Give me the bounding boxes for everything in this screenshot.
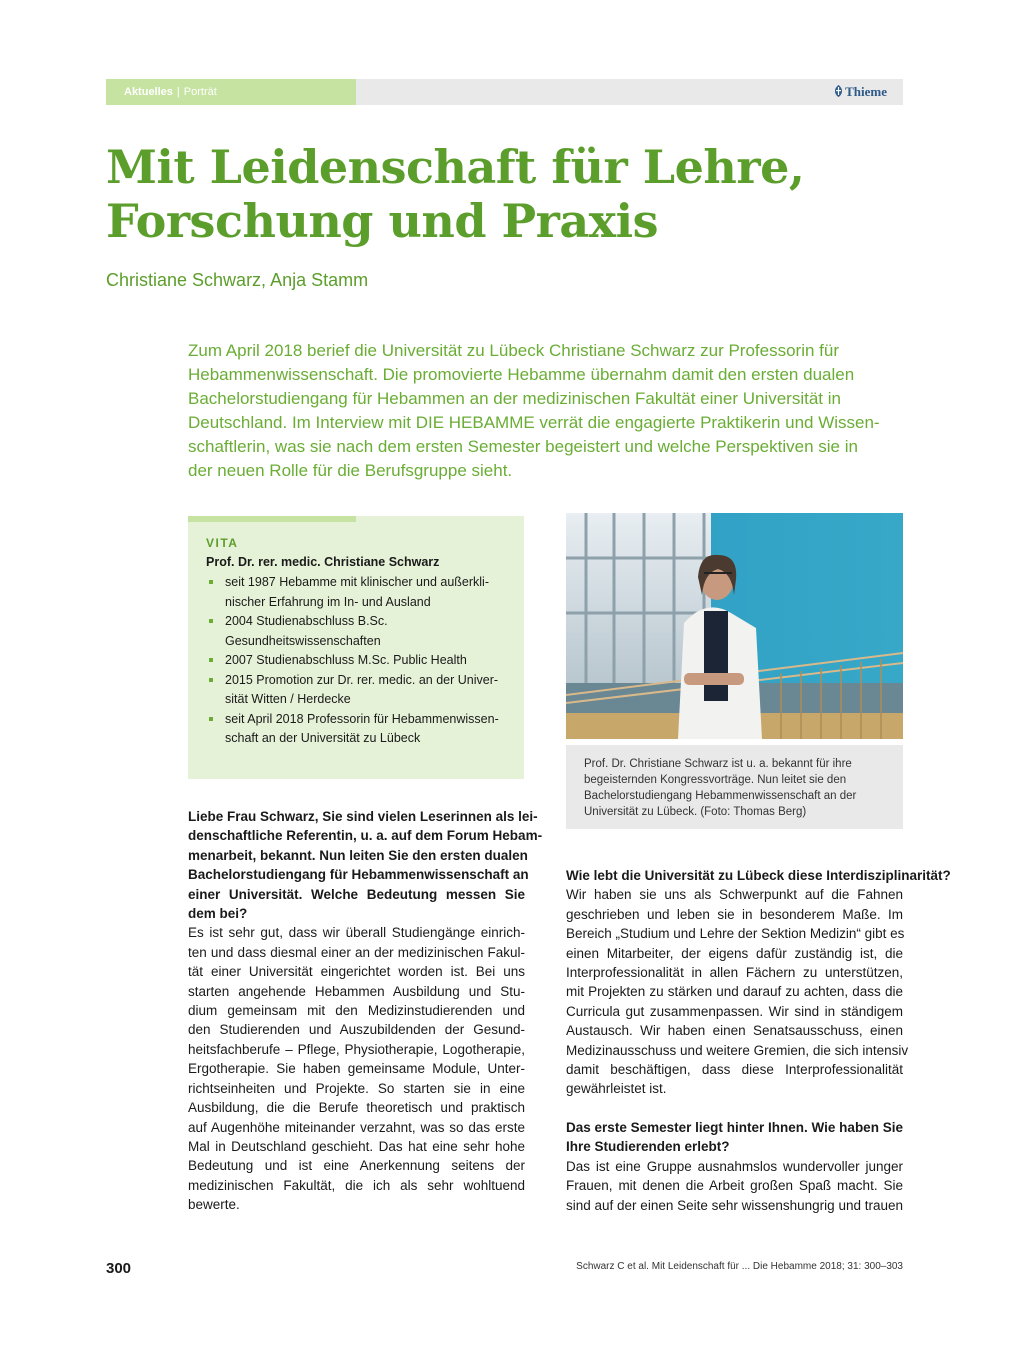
section-label: Aktuelles	[124, 86, 173, 98]
bullet-icon	[209, 678, 213, 682]
title-line: Forschung und Praxis	[106, 194, 658, 248]
vita-item: seit April 2018 Professorin für Hebammenwissen- schaft an der Universität zu Lübeck	[206, 710, 516, 749]
article-title	[106, 140, 906, 248]
portrait-photo-image	[566, 513, 903, 739]
vita-name: Prof. Dr. rer. medic. Christiane Schwarz	[206, 555, 440, 569]
interview-question: Liebe Frau Schwarz, Sie sind vielen Leserinnen als lei- denschaftliche Referentin, u. a. auf dem Forum Hebam- menarbeit, bekannt. Nun leiten Sie den ersten dualen Bachelorstudiengang für Hebammenwissenschaft an einer Universität. Welche Bedeutung messen Sie dem bei?	[188, 809, 543, 922]
paragraph-gap	[566, 1099, 903, 1118]
portrait-photo	[566, 513, 903, 739]
vita-item: 2004 Studienabschluss B.Sc. Gesundheitswissenschaften	[206, 612, 516, 651]
section-header-bar	[106, 79, 903, 105]
page-number: 300	[106, 1260, 132, 1277]
article-column-right	[566, 866, 951, 1215]
lead-line: Bachelorstudiengang für Hebammen an der medizinischen Fakultät einer Universität in	[188, 389, 841, 408]
interview-question: Das erste Semester liegt hinter Ihnen. Wie haben Sie Ihre Studierenden erlebt?	[566, 1119, 903, 1155]
interview-answer: Wir haben sie uns als Schwerpunkt auf die Fahnen geschrieben und leben sie in besonderem Maße. Im Bereich „Studium und Lehre der Sektion Medizin“ gibt es einen Mitarbeiter, der eigens dafür zuständig ist, die Interprofessionalität in allen Fächern zu unterstützen, mit Projekten zu stärken und darauf zu achten, dass die Curricula gut zusammenpassen. Wir sind in ständigem Austausch. Wir haben einen Senatsausschuss, einen Medizinausschuss und weitere Gremien, die sich intensiv damit beschäftigen, dass diese Interprofessionalität gewährleistet ist.	[566, 887, 909, 1097]
caption-line: Bachelorstudiengang Hebammenwissenschaft an der	[584, 790, 857, 802]
lead-line: schaftlerin, was sie nach dem ersten Semester begeistert und welche Perspektiven sie in	[188, 437, 858, 456]
bullet-icon	[209, 717, 213, 721]
article-authors: Christiane Schwarz, Anja Stamm	[106, 270, 369, 290]
interview-question: Wie lebt die Universität zu Lübeck diese Interdisziplinarität?	[566, 868, 951, 883]
caption-line: begeisternden Kongressvorträge. Nun leitet sie den	[584, 774, 847, 786]
publisher-name: Thieme	[845, 84, 887, 99]
publisher-logo	[834, 79, 887, 105]
vita-box	[188, 516, 524, 779]
vita-heading: VITA	[206, 536, 239, 550]
interview-answer: Es ist sehr gut, dass wir überall Studiengänge einrich- ten und dass diesmal einer an der medizinischen Fakul- tät einer Universität eingerichtet worden ist. Bei uns starten angehende Hebammen Ausbildung und Stu- dium gemeinsam mit den Medizinstudierenden und den Studierenden und Auszubildenden der Gesund- heitsfachberufe – Pflege, Physiotherapie, Logotherapie, Ergotherapie. Sie haben gemeinsame Module, Unter- richtseinheiten und Projekte. So starten sie in eine Ausbildung, die die Berufe theoretisch und praktisch auf Augenhöhe miteinander verzahnt, was so das erste Mal in Deutschland geschieht. Das hat eine sehr hohe Bedeutung und ist eine Anerkennung seitens der medizinischen Fakultät, die ich als sehr wohltuend bewerte.	[188, 925, 525, 1213]
vita-item: 2007 Studienabschluss M.Sc. Public Health	[206, 651, 516, 671]
bullet-icon	[209, 619, 213, 623]
photo-caption	[566, 745, 903, 829]
caption-line: Prof. Dr. Christiane Schwarz ist u. a. bekannt für ihre	[584, 758, 852, 770]
lead-line: der neuen Rolle für die Berufsgruppe sieht.	[188, 461, 513, 480]
title-line: Mit Leidenschaft für Lehre,	[106, 140, 805, 194]
subsection-label: Porträt	[183, 86, 217, 98]
lead-line: Deutschland. Im Interview mit DIE HEBAMME verrät die engagierte Praktikerin und Wissen-	[188, 413, 880, 432]
vita-item: seit 1987 Hebamme mit klinischer und außerkli- nischer Erfahrung im In- und Ausland	[206, 573, 516, 612]
thieme-logo-icon	[834, 85, 843, 97]
vita-accent-bar	[188, 516, 356, 522]
vita-list	[206, 573, 516, 749]
caption-line: Universität zu Lübeck. (Foto: Thomas Berg)	[584, 806, 807, 818]
section-tag	[106, 79, 356, 105]
footer-citation: Schwarz C et al. Mit Leidenschaft für ... Die Hebamme 2018; 31: 300–303	[576, 1261, 903, 1272]
section-separator: |	[176, 86, 180, 98]
vita-item: 2015 Promotion zur Dr. rer. medic. an der Univer- sität Witten / Herdecke	[206, 671, 516, 710]
lead-line: Hebammenwissenschaft. Die promovierte Hebamme übernahm damit den ersten dualen	[188, 365, 855, 384]
article-column-left	[188, 807, 543, 1215]
interview-answer: Das ist eine Gruppe ausnahmslos wundervoller junger Frauen, mit denen die Arbeit großen Spaß macht. Sie sind auf der einen Seite sehr wissenshungrig und trauen	[566, 1158, 903, 1213]
bullet-icon	[209, 658, 213, 662]
lead-paragraph	[188, 339, 903, 483]
lead-line: Zum April 2018 berief die Universität zu Lübeck Christiane Schwarz zur Professorin für	[188, 341, 840, 360]
bullet-icon	[209, 580, 213, 584]
